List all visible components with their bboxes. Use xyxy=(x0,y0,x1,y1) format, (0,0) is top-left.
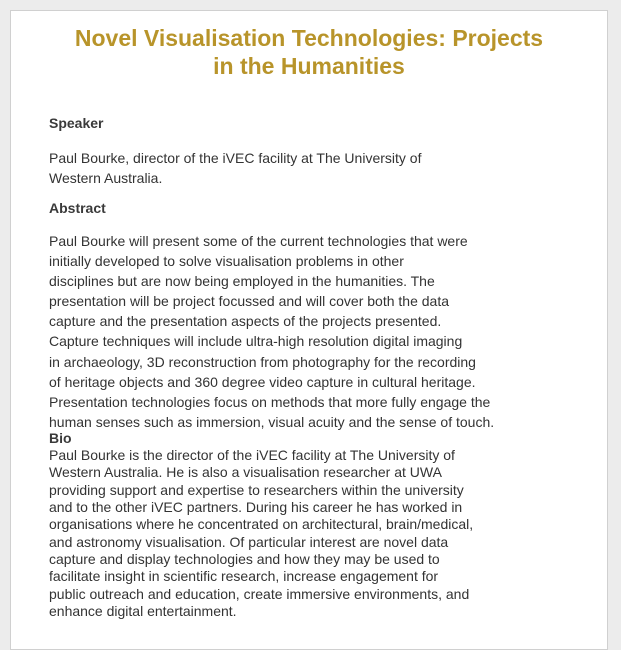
text-line: Paul Bourke is the director of the iVEC facility at The University of xyxy=(49,447,455,463)
title-line: in the Humanities xyxy=(213,53,405,79)
text-line: Western Australia. He is also a visualisation researcher at UWA xyxy=(49,464,442,481)
text-line: providing support and expertise to researchers within the university xyxy=(49,481,464,498)
text-line: Paul Bourke, director of the iVEC facility at The University of xyxy=(49,150,422,166)
text-line: Paul Bourke will present some of the current technologies that were xyxy=(49,233,468,249)
text-line: organisations where he concentrated on architectural, brain/medical, xyxy=(49,516,474,533)
page-panel xyxy=(10,10,608,650)
text-line: Presentation technologies focus on methods that more fully engage the xyxy=(49,393,491,410)
text-line: initially developed to solve visualisation problems in other xyxy=(49,253,404,270)
bio-text xyxy=(49,447,473,620)
text-line: capture and the presentation aspects of the projects presented. xyxy=(49,313,442,330)
abstract-text xyxy=(49,231,494,432)
text-line: enhance digital entertainment. xyxy=(49,603,237,620)
text-line: Western Australia. xyxy=(49,170,163,187)
text-line: Capture techniques will include ultra-high resolution digital imaging xyxy=(49,333,463,350)
text-line: of heritage objects and 360 degree video capture in cultural heritage. xyxy=(49,373,476,390)
abstract-heading: Abstract xyxy=(49,200,106,216)
text-line: and astronomy visualisation. Of particular interest are novel data xyxy=(49,533,449,550)
title-line: Novel Visualisation Technologies: Projects xyxy=(74,25,544,51)
bio-heading: Bio xyxy=(49,430,72,446)
page-title xyxy=(11,24,607,80)
text-line: presentation will be project focussed and will cover both the data xyxy=(49,293,450,310)
text-line: and to the other iVEC partners. During his career he has worked in xyxy=(49,499,463,516)
speaker-heading: Speaker xyxy=(49,115,104,131)
text-line: in archaeology, 3D reconstruction from photography for the recording xyxy=(49,353,476,370)
speaker-text xyxy=(49,148,421,188)
text-line: capture and display technologies and how they may be used to xyxy=(49,551,440,568)
text-line: facilitate insight in scientific research, increase engagement for xyxy=(49,568,439,585)
text-line: public outreach and education, create immersive environments, and xyxy=(49,585,470,602)
text-line: disciplines but are now being employed in the humanities. The xyxy=(49,273,435,290)
text-line: human senses such as immersion, visual acuity and the sense of touch. xyxy=(49,413,495,430)
